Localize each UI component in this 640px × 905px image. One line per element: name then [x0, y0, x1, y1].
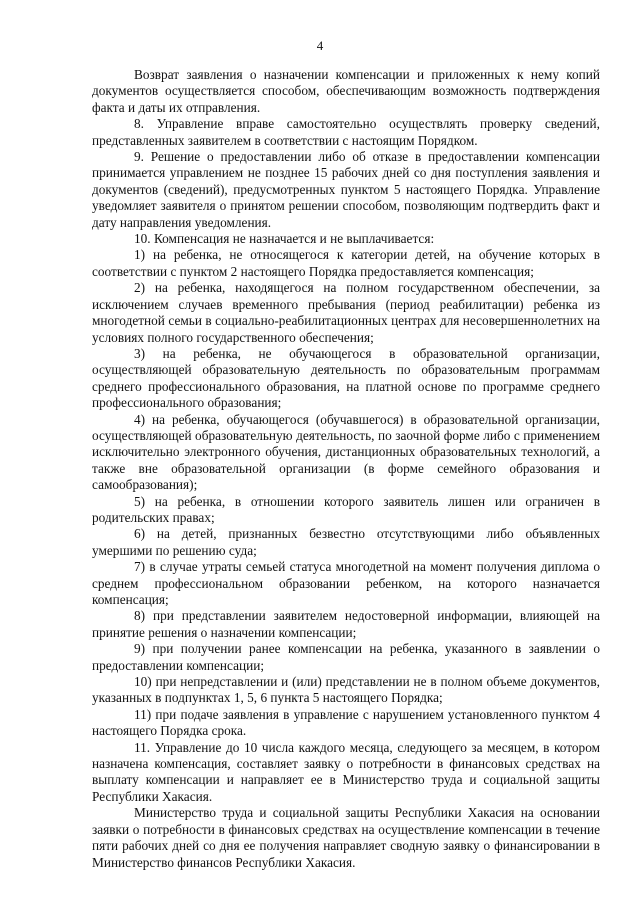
list-item-10-10: 10) при непредставлении и (или) представлении не в полном объеме документов, указанных в подпунктах 1, 5, 6 пункта 5 настоящего Порядка; — [92, 674, 600, 706]
page-number: 4 — [316, 38, 324, 53]
list-item-10-4: 4) на ребенка, обучающегося (обучавшегося) в образовательной организации, осуществляющей образовательную деятельность, по заочной форме либо с применением исключительно электронного обучения, дистанционных образовательных технологий, а также вне образовательной организации (в форме семейного образования и самообразования); — [92, 411, 600, 493]
paragraph-8-verification: 8. Управление вправе самостоятельно осуществлять проверку сведений, представленных заявителем в соответствии с настоящим Порядком. — [92, 116, 600, 148]
paragraph-ministry-consolidated-request: Министерство труда и социальной защиты Республики Хакасия на основании заявки о потребности в финансовых средствах на осуществление компенсации в течение пяти рабочих дней со дня ее получения направляет сводную заявку о финансировании в Министерство финансов Республики Хакасия. — [92, 805, 600, 870]
paragraph-10-not-assigned: 10. Компенсация не назначается и не выплачивается: — [134, 231, 435, 247]
paragraph-9-decision: 9. Решение о предоставлении либо об отказе в предоставлении компенсации принимается управлением не позднее 15 рабочих дней со дня поступления заявления и документов (сведений), предусмотренных пунктом 5 настоящего Порядка. Управление уведомляет заявителя о принятом решении способом, позволяющим подтвердить факт и дату направления уведомления. — [92, 149, 600, 230]
document-body — [92, 67, 600, 871]
paragraph-return-of-application: Возврат заявления о назначении компенсации и приложенных к нему копий документов осуществляется способом, обеспечивающим возможность подтверждения факта и даты их отправления. — [92, 67, 600, 115]
paragraph-11-monthly-request: 11. Управление до 10 числа каждого месяца, следующего за месяцем, в котором назначена компенсация, составляет заявку о потребности в финансовых средствах на выплату компенсации и направляет ее в Министерство труда и социальной защиты Республики Хакасия. — [92, 739, 600, 804]
list-item-10-6: 6) на детей, признанных безвестно отсутствующими либо объявленных умершими по решению суда; — [92, 526, 600, 558]
list-item-10-7: 7) в случае утраты семьей статуса многодетной на момент получения диплома о среднем профессиональном образовании ребенком, на которого назначается компенсация; — [92, 559, 600, 607]
list-item-10-11: 11) при подаче заявления в управление с нарушением установленного пунктом 4 настоящего Порядка срока. — [92, 706, 600, 739]
list-item-10-3: 3) на ребенка, не обучающегося в образовательной организации, осуществляющей образовательную деятельность по образовательным программам среднего профессионального образования, на платной основе по программе среднего профессионального образования; — [92, 345, 600, 411]
list-item-10-9: 9) при получении ранее компенсации на ребенка, указанного в заявлении о предоставлении компенсации; — [92, 641, 600, 673]
list-item-10-5: 5) на ребенка, в отношении которого заявитель лишен или ограничен в родительских правах; — [92, 493, 600, 525]
list-item-10-1: 1) на ребенка, не относящегося к категории детей, на обучение которых в соответствии с пунктом 2 настоящего Порядка предоставляется компенсация; — [92, 247, 600, 279]
list-item-10-2: 2) на ребенка, находящегося на полном государственном обеспечении, за исключением случаев временного пребывания (период реабилитации) ребенка из многодетной семьи в социально-реабилитационных центрах для несовершеннолетних на условиях полного государственного обеспечения; — [92, 280, 600, 345]
list-item-10-8: 8) при представлении заявителем недостоверной информации, влияющей на принятие решения о назначении компенсации; — [92, 608, 600, 640]
